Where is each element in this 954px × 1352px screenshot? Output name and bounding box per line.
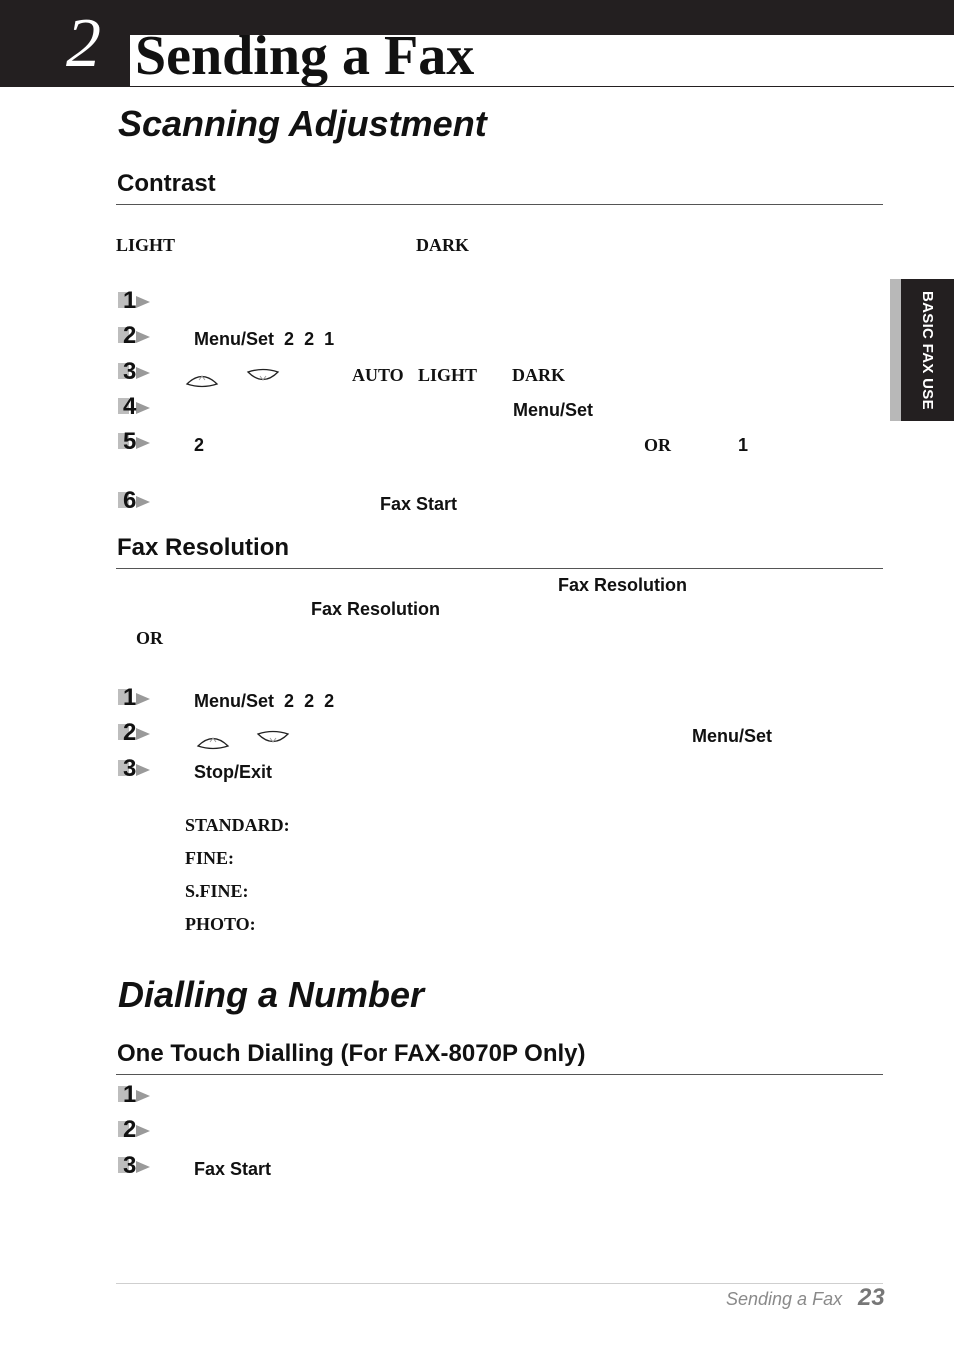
digit-key: 2 — [324, 691, 335, 711]
section-heading-scanning: Scanning Adjustment — [118, 103, 487, 144]
menu-set-key: Menu/Set — [513, 400, 594, 420]
contrast-option-light: LIGHT — [418, 365, 478, 385]
fax-start-key: Fax Start — [194, 1159, 272, 1179]
fax-start-key: Fax Start — [380, 494, 458, 514]
contrast-step-1: 1 — [118, 287, 158, 317]
chapter-number: 2 — [66, 5, 101, 82]
resolution-step-2: 2 — [118, 719, 158, 749]
contrast-option-dark: DARK — [512, 365, 565, 385]
or-label: OR — [136, 628, 163, 648]
resolution-step-3: 3 — [118, 755, 158, 785]
digit-key: 2 — [304, 329, 315, 349]
fax-resolution-rule — [116, 568, 883, 569]
down-arrow-key-icon — [246, 367, 280, 389]
section-heading-dialling: Dialling a Number — [118, 974, 425, 1015]
contrast-rule — [116, 204, 883, 205]
contrast-step-2: 2 — [118, 322, 158, 352]
digit-key: 1 — [738, 435, 749, 455]
up-arrow-key-icon — [185, 367, 219, 389]
contrast-option-auto: AUTO — [352, 365, 404, 385]
side-tab-label: BASIC FAX USE — [919, 290, 936, 410]
contrast-step-2-text — [194, 328, 334, 350]
fax-resolution-key: Fax Resolution — [311, 599, 441, 619]
contrast-step-3: 3 — [118, 358, 158, 388]
up-arrow-key-icon — [196, 729, 230, 751]
contrast-light-label: LIGHT — [116, 235, 176, 255]
resolution-mode-standard: STANDARD: — [185, 815, 290, 835]
contrast-step-6: 6 — [118, 487, 158, 517]
fax-resolution-key: Fax Resolution — [558, 575, 688, 595]
page-number: 23 — [858, 1284, 885, 1311]
digit-key: 2 — [284, 329, 295, 349]
menu-set-key: Menu/Set — [194, 691, 275, 711]
subheading-one-touch: One Touch Dialling (For FAX-8070P Only) — [117, 1040, 586, 1067]
page-title: Sending a Fax — [135, 25, 475, 87]
footer-rule — [116, 1283, 883, 1284]
down-arrow-key-icon — [256, 729, 290, 751]
one-touch-step-3: 3 — [118, 1152, 158, 1182]
resolution-step-1: 1 — [118, 684, 158, 714]
subheading-fax-resolution: Fax Resolution — [117, 534, 290, 561]
contrast-dark-label: DARK — [416, 235, 469, 255]
digit-key: 1 — [324, 329, 335, 349]
resolution-mode-fine: FINE: — [185, 848, 234, 868]
resolution-step-1-text — [194, 690, 334, 712]
one-touch-step-2: 2 — [118, 1116, 158, 1146]
or-label: OR — [644, 435, 671, 455]
subheading-contrast: Contrast — [117, 170, 216, 197]
footer-section-name: Sending a Fax — [726, 1289, 843, 1309]
digit-key: 2 — [284, 691, 295, 711]
digit-key: 2 — [194, 435, 205, 455]
resolution-mode-sfine: S.FINE: — [185, 881, 249, 901]
contrast-step-4: 4 — [118, 393, 158, 423]
resolution-mode-photo: PHOTO: — [185, 914, 256, 934]
stop-exit-key: Stop/Exit — [194, 762, 273, 782]
one-touch-rule — [116, 1074, 883, 1075]
one-touch-step-1: 1 — [118, 1081, 158, 1111]
contrast-step-5: 5 — [118, 428, 158, 458]
menu-set-key: Menu/Set — [194, 329, 275, 349]
menu-set-key: Menu/Set — [692, 726, 773, 746]
digit-key: 2 — [304, 691, 315, 711]
